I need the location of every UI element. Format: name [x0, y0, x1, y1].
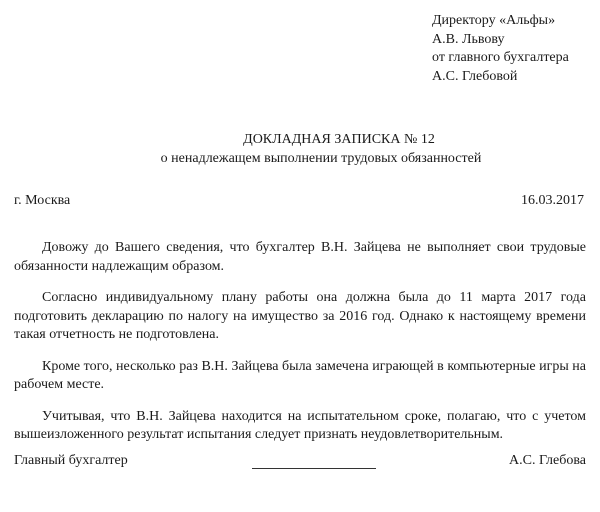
- addressee-line: Директору «Альфы»: [432, 13, 556, 28]
- signature-block: [14, 453, 586, 477]
- document-title: ДОКЛАДНАЯ ЗАПИСКА № 12: [243, 132, 435, 147]
- document-city: г. Москва: [14, 193, 71, 208]
- signature-line: [252, 468, 376, 469]
- document-body: [14, 239, 586, 458]
- addressee-line: А.В. Львову: [432, 31, 505, 47]
- signer-position: Главный бухгалтер: [14, 453, 128, 468]
- document-subtitle: о ненадлежащем выполнении трудовых обязанностей: [160, 151, 482, 166]
- document-date: 16.03.2017: [521, 193, 584, 208]
- body-paragraph: Согласно индивидуальному плану работы она должна была до 11 марта 2017 года подготовить декларацию по налогу на имущество за 2016 год. Однако к настоящему времени такая отчетность не подготовлена.: [14, 290, 586, 342]
- addressee-line: А.С. Глебовой: [432, 68, 518, 84]
- body-paragraph: Довожу до Вашего сведения, что бухгалтер В.Н. Зайцева не выполняет свои трудовые обязанности надлежащим образом.: [14, 240, 586, 274]
- document-heading: [0, 130, 600, 168]
- body-paragraph: Кроме того, несколько раз В.Н. Зайцева была замечена играющей в компьютерные игры на рабочем месте.: [14, 358, 586, 392]
- body-paragraph: Учитывая, что В.Н. Зайцева находится на испытательном сроке, полагаю, что с учетом вышеизложенного результат испытания следует признать неудовлетворительным.: [14, 408, 586, 442]
- addressee-line: от главного бухгалтера: [432, 50, 569, 65]
- signer-name: А.С. Глебова: [509, 453, 586, 468]
- addressee-block: [432, 12, 569, 86]
